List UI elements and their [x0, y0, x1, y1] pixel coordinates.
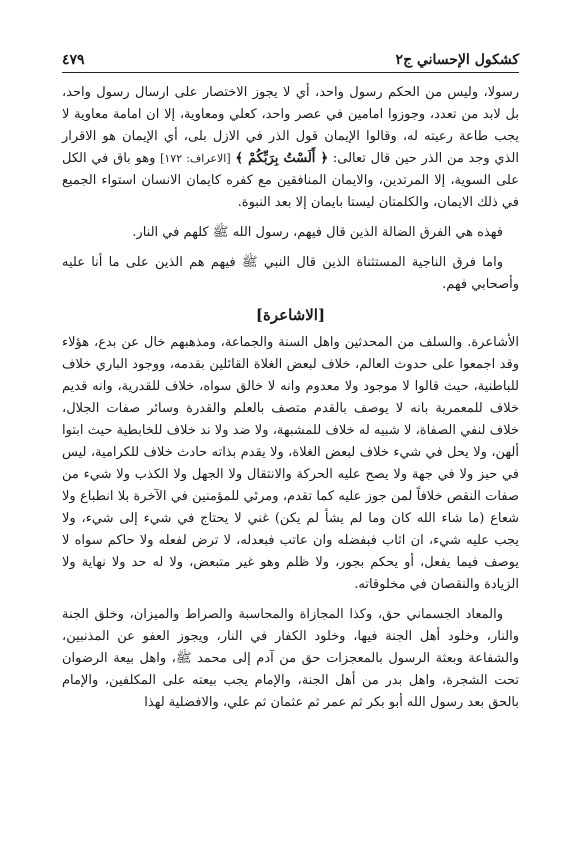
page-number: ٤٧٩ — [62, 52, 85, 68]
paragraph-4: الأشاعرة. والسلف من المحدثين واهل السنة والجماعة، ومذهبهم خال عن بدع، هؤلاء وقد اجمعوا على حدوث العالم، خلاف لبعض الغلاة القائلين بقدمه، ووجود الباري خلاف للباطنية، حيث قالوا لا موجود ولا معدوم وانه لا خالق سواه، خلاف للقدرية، وانه قديم خلاف للمعمرية بانه لا يوصف بالقدم متصف بالعلم والقدرة وسائر صفات الجلال، خلاف لنفي الصفاة، لا شبيه له خلاف للمشبهة، ولا ضد ولا ند خلاف للخابطية حيث ابتوا ألهن، ولا يحل في شيء خلاف لبعض الغلاة، ولا يقدم بذاته حادث خلاف للكرامية، ليس في حيز ولا في جهة ولا يصح عليه الحركة والانتقال ولا الجهل ولا الكذب ولا شيء من صفات النقص خلافاً لمن جوز عليه كما تقدم، ومرئي للمؤمنين في الآخرة بلا انطباع ولا شعاع (ما شاء الله كان وما لم يشأ لم يكن) غني لا يحتاج في شيء إلى شيء، ولا يجب عليه شيء، ان اثاب فبفضله وان عاتب فبعدله، لا ترض لفعله ولا حاكم سواه لا يوصف فيما يفعل، أو يحكم بجور، ولا ظلم وهو غير متبعض، ولا له حد ولا نهاية ولا الزيادة والنقصان في مخلوقاته. — [62, 335, 519, 592]
verse-reference: [الاعراف: ١٧٢] — [160, 152, 231, 165]
header-divider — [62, 72, 519, 73]
paragraph-5: والمعاد الجسماني حق، وكذا المجازاة والمحاسبة والصراط والميزان، وخلق الجنة والنار، وخلود أهل الجنة فيها، وخلود الكفار في النار، ويجوز العفو عن المذنبين، والشفاعة وبعثة الرسول بالمعجزات حق من آدم إلى محمد ﷺ، واهل بيعة الرضوان تحت الشجرة، واهل بدر من أهل الجنة، والإمام يجب بيعته على المكلفين، والإمام بالحق بعد رسول الله أبو بكر ثم عمر ثم عثمان ثم علي، والافضلية لهذا — [62, 607, 519, 710]
paragraph-2: فهذه هي الفرق الضالة الذين قال فيهم، رسول الله ﷺ كلهم في النار. — [132, 225, 503, 240]
quran-quote: ﴿ أَلَسْتُ بِرَبِّكُمْ ﴾ — [235, 151, 329, 166]
running-title: كشكول الإحساني ج٢ — [395, 52, 519, 68]
paragraph-1-continuation: وهو باق في الكل على السوية، إلا المرتدين، والايمان المنافقين مع كفره كايمان الانسان استواء الجميع في ذلك الايمان، والكلمتان ليستا بايمان إلا بعد النبوة. — [62, 151, 519, 210]
paragraph-1 — [62, 82, 519, 214]
page-body — [62, 82, 519, 844]
paragraph-3: واما فرق الناجية المستثناة الذين قال النبي ﷺ فيهم هم الذين على ما أنا عليه وأصحابي فهم. — [62, 255, 519, 292]
section-heading: [الاشاعرة] — [255, 306, 326, 324]
page-header — [62, 46, 519, 68]
paragraph-1-text: رسولا، وليس من الحكم رسول واحد، أي لا يجوز الاختصار على ارسال رسول واحد، بل لابد من تعدد، وجوزوا امامين في عصر واحد، كعلي ومعاوية، إلا ان امامة معاوية لا يجب طاعة رعيته له، وقالوا الإيمان قول الذر في الازل بلى، أي الإيمان هو الاقرار الذي وجد من الذر حين قال تعالى: — [62, 85, 519, 166]
